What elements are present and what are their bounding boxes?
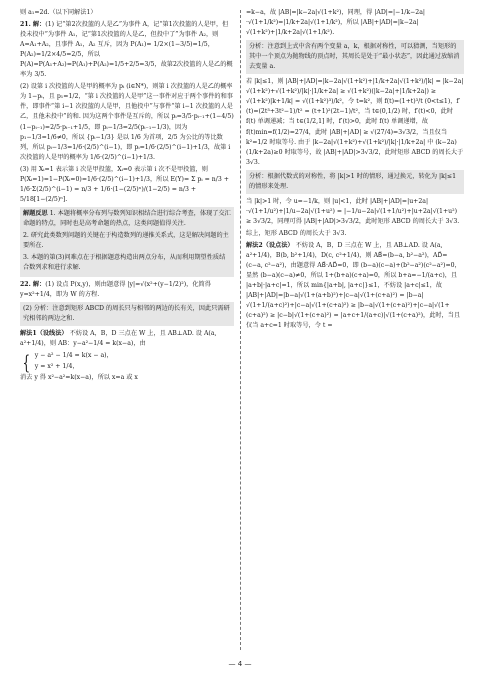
q22-analysis-box: (2) 分析：注意到矩形 ABCD 的周长只与相邻的两边的长有关，因此只需研究相邻的两边之和.: [20, 302, 234, 326]
continuation-2: 若 |k|≤1，则 |AB|+|AD|=|k−2a|√(1+k²)+|1/k+2a|√(1+k²)/|k| = |k−2a|√(1+k²)+√(1+k²)/|k|·|1/k+2a| ≥ √(1+k²)(|k−2a|+|1/k+2a|) ≥ √(1+k²)|k+1/k| = √((1+k²)³)/k²，令 t=k²，则 f(t)=(1+t)³/t (0<t≤1)，f′(t)=(2t³+3t²−1)/t² = (t+1)²(2t−1)/t²，当 t∈(0,1/2) 时，f′(t)<0，此时 f(t) 单调递减；当 t∈(1/2,1] 时，f′(t)>0，此时 f(t) 单调递增，故 f(t)min=f(1/2)=27/4，此时 |AB|+|AD| ≥ √(27/4)=3√3/2，当且仅当 k²=1/2 时取等号. 由于 |k−2a|√(1+k²)+√(1+k²)/|k|·|1/k+2a| 中 (k−2a)(1/k+2a)≥0 时取等号，故 |AB|+|AD|>3√3/2，此时矩形 ABCD 的周长大于 3√3.: [246, 78, 464, 166]
solution2: [246, 241, 464, 331]
left-column: [20, 8, 234, 385]
page-number: — 4 —: [228, 660, 252, 668]
solution1-label: 解法1（设线法）: [20, 330, 68, 338]
solution1-tail: 消去 y 得 x²−a²=k(x−a)，所以 x=a 或 x: [20, 373, 138, 381]
analysis-box-2: 分析：根据代数式的对称性，将 |k|>1 时的情形，通过换元，转化为 |k|≤1 的情形来处理.: [246, 170, 464, 194]
q21-part2: (2) 设第 i 次投篮的人是甲的概率为 pᵢ (i∈N*)，则第 i 次投篮的人是乙的概率为 1−pᵢ，且 p₁=1/2，“第 i 次投篮的人是甲”这一事件对应于两个事件的和事件，即事件“第 i−1 次投篮的人是甲，且他投中”与事件“第 i−1 次投篮的人是乙，且他未投中”的和. 因为这两个事件是互斥的，所以 pᵢ=3/5·pᵢ₋₁+(1−4/5)(1−pᵢ₋₁)=2/5·pᵢ₋₁+1/5，即 pᵢ−1/3=2/5(pᵢ₋₁−1/3)，因为 p₁−1/3=1/6≠0，所以 {pᵢ−1/3} 是以 1/6 为首项，2/5 为公比的等比数列，所以 pᵢ−1/3=1/6·(2/5)^(i−1)，即 pᵢ=1/6·(2/5)^(i−1)+1/3，故第 i 次投篮的人是甲的概率为 1/6·(2/5)^(i−1)+1/3.: [20, 83, 234, 161]
q21-part1-text: (1) 记“第2次投篮的人是乙”为事件 A，记“第1次投篮的人是甲，但投未投中”为事件 A₁，记“第1次投篮的人是乙，但投中了”为事件 A₂，则 A=A₁+A₂，且事件 A₁，A₂ 互斥，因为 P(A₁)= 1/2×(1−3/5)=1/5，P(A₂)=1/2×4/5=2/5，所以 P(A)=P(A₁+A₂)=P(A₁)+P(A₂)=1/5+2/5=3/5，故第2次投篮的人是乙的概率为 3/5.: [20, 21, 233, 79]
equation-line-1: y − a² − 1/4 = k(x − a)，: [34, 352, 113, 360]
continuation-3: 当 |k|>1 时，令 u=−1/k，则 |u|<1，此时 |AB|+|AD|=|u+2a|·√(1+1/u²)+|1/u−2a|√(1+u²) = |−1/u−2a|√(1+1/u²)+|u+2a|√(1+u²) ≥ 3√3/2，同理可得 |AB|+|AD|>3√3/2，此时矩形 ABCD 的周长大于 3√3.: [246, 197, 460, 225]
equation-system: [20, 349, 234, 374]
continuation-1: =k−a，故 |AB|=|k−2a|√(1+k²)，同理，得 |AD|=|−1/k−2a|·√(1+1/k²)=|1/k+2a|√(1+1/k²)，所以 |AB|+|AD|=|k−2a|√(1+k²)+|1/k+2a|√(1+1/k²).: [246, 9, 425, 37]
analysis-box-1: 分析：注意到上式中含有两个变量 a，k，根据对称性，可以猜测，当矩形的其中一个顶点为抛物线的顶点时，其周长是处于“最小状态”，因此通过放缩消去变量 a.: [246, 40, 464, 74]
q21-part3: (3) 用 Xᵢ=1 表示第 i 次是甲投篮，Xᵢ=0 表示第 i 次不是甲投篮，则 P(Xᵢ=1)=1−P(Xᵢ=0)=1/6·(2/5)^(i−1)+1/3，所以 E(Y)= Σ pᵢ = n/3 + 1/6·Σ(2/5)^(i−1) = n/3 + 1/6·(1−(2/5)ⁿ)/(1−2/5) = n/3 + 5/18[1−(2/5)ⁿ].: [20, 165, 229, 203]
solution2-label: 解法2（设点法）: [246, 241, 294, 249]
intro-line: 则 a₁=2d.（以下同解法1）: [20, 9, 97, 16]
q22-label: 22. 解：: [20, 281, 46, 289]
reflection-title: 解题反思: [23, 209, 48, 217]
solution2-text: 不妨设 A，B，D 三点在 W 上，且 AB⊥AD. 设 A(a, a²+1/4)，B(b, b²+1/4)，D(c, c²+1/4)，则 AB⃗=(b−a, b²−a²)，AD⃗=(c−a, c²−a²)，由题意得 AB⃗·AD⃗=0，即 (b−a)(c−a)+(b²−a²)(c²−a²)=0，显然 (b−a)(c−a)≠0，所以 1+(b+a)(c+a)=0，所以 b+a=−1/(a+c)，且 |a+b|·|a+c|=1，所以 min{|a+b|, |a+c|}≤1，不妨设 |a+c|≤1，故 |AB|+|AD|=|b−a|√(1+(a+b)²)+|c−a|√(1+(c+a)²) = |b−a|√(1+1/(a+c)²)+|c−a|√(1+(c+a)²) ≥ |b−a|√(1+(c+a)²)+|c−a|√(1+(c+a)²) ≥ |c−b|√(1+(c+a)²) = |a+c+1/(a+c)|√(1+(c+a)²)，此时，当且仅当 a+c=1 时取等号，令 t =: [246, 241, 461, 330]
reflection-box: [20, 207, 234, 277]
q22-part1: [20, 280, 234, 300]
brace-symbol: {: [22, 349, 31, 374]
reflection-line-3: 3. 本题的第(3)问难点在于根据题意构造出两点分布，从而利用期望性质结合数列求和进行求解.: [23, 254, 226, 272]
right-column: [246, 8, 464, 333]
reflection-text-1: 1. 本题将概率分布列与数列知识相结合进行综合考查，体现了交汇命题的特点，同时也是高考命题的热点，这类问题值得关注.: [23, 209, 231, 227]
equation-line-2: y = x² + 1/4，: [34, 362, 79, 370]
reflection-line-2: 2. 研究此类数列问题的关键在于构造数列的递推关系式，这是解决问题的主要所在.: [23, 231, 229, 250]
equation-stack: [35, 351, 113, 371]
q21-part1: [20, 20, 234, 80]
solution1-text: 不妨设 A，B，D 三点在 W 上，且 AB⊥AD. 设 A(a, a²+1/4)，则 AB：y−a²−1/4 = k(x−a)，由: [20, 330, 217, 348]
column-divider: [240, 10, 241, 650]
summary-line: 综上，矩形 ABCD 的周长大于 3√3.: [246, 229, 347, 237]
q22-part1-text: (1) 设点 P(x,y)，则由题意得 |y|=√(x²+(y−1/2)²)，化简得 y=x²+1/4，即为 W 的方程.: [20, 281, 211, 299]
q21-label: 21. 解：: [20, 21, 46, 29]
reflection-line-1: [23, 209, 231, 229]
solution1: [20, 329, 234, 349]
